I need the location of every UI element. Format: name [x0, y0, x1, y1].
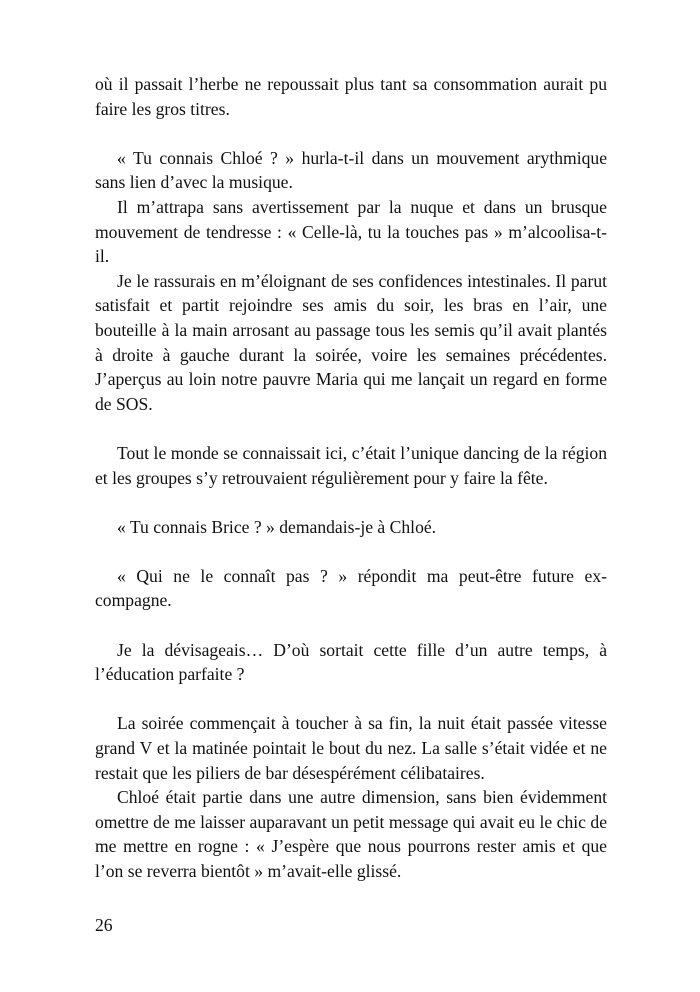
paragraph-9: La soirée commençait à toucher à sa fin, la nuit était passée vitesse grand V et la matinée pointait le bout du nez. La salle s’était vidée et ne restait que les piliers de bar désespérément célibataires.: [95, 713, 607, 783]
page-body: [95, 72, 607, 884]
paragraph-7: « Qui ne le connaît pas ? » répondit ma peut-être future ex-compagne.: [95, 565, 607, 611]
paragraph-4: Je le rassurais en m’éloignant de ses confidences intestinales. Il parut satisfait et partit rejoindre ses amis du soir, les bras en l’air, une bouteille à la main arrosant au passage tous les semis qu’il avait plantés à droite à gauche durant la soirée, voire les semaines précédentes. J’aperçus au loin notre pauvre Maria qui me lançait un regard en forme de SOS.: [95, 270, 607, 414]
page-number: 26: [95, 915, 113, 935]
paragraph-10: Chloé était partie dans une autre dimension, sans bien évidemment omettre de me laisser auparavant un petit message qui avait eu le chic de me mettre en rogne : « J’espère que nous pourrons rester amis et que l’on se reverra bientôt » m’avait-elle glissé.: [95, 787, 607, 881]
paragraph-2: « Tu connais Chloé ? » hurla-t-il dans un mouvement arythmique sans lien d’avec la musique.: [95, 147, 607, 193]
paragraph-8: Je la dévisageais… D’où sortait cette fille d’un autre temps, à l’éducation parfaite ?: [95, 639, 607, 685]
paragraph-1: où il passait l’herbe ne repoussait plus tant sa consommation aurait pu faire les gros titres.: [95, 74, 607, 119]
paragraph-3: Il m’attrapa sans avertissement par la nuque et dans un brusque mouvement de tendresse : « Celle-là, tu la touches pas » m’alcoolisa-t-il.: [95, 196, 607, 267]
paragraph-5: Tout le monde se connaissait ici, c’était l’unique dancing de la région et les groupes s’y retrouvaient régulièrement pour y faire la fête.: [95, 442, 607, 488]
paragraph-6: « Tu connais Brice ? » demandais-je à Chloé.: [117, 516, 437, 537]
